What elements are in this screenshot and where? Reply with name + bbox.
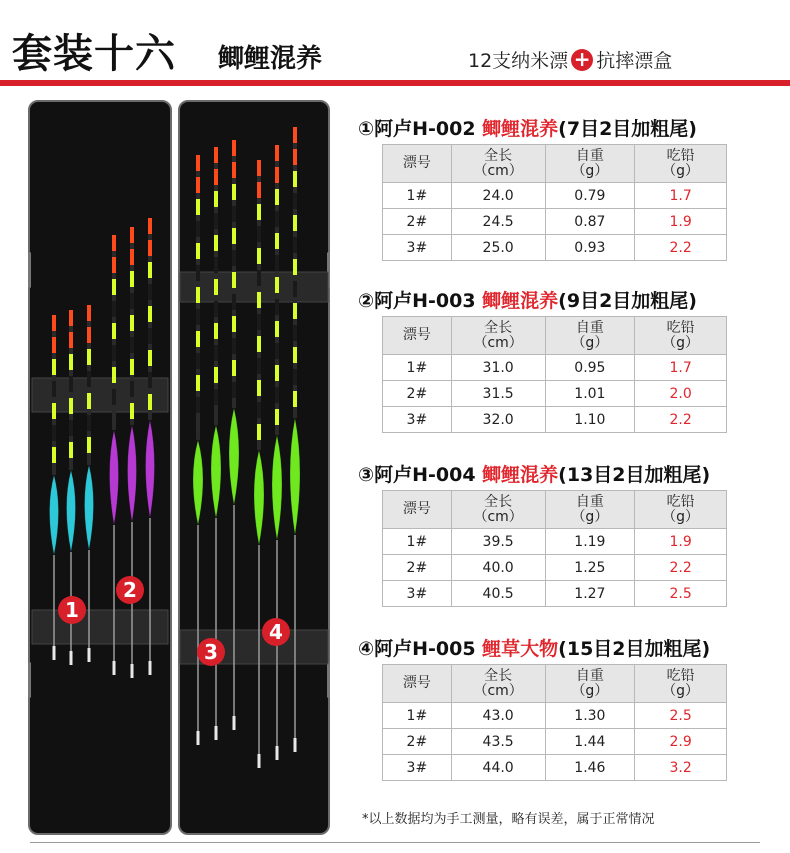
table-row: [383, 703, 727, 729]
float-antenna-band: [232, 294, 236, 310]
float-stem-tip: [149, 661, 152, 675]
float-antenna-band: [214, 367, 218, 383]
float-body: [193, 440, 203, 525]
cell-lead: 1.9: [635, 209, 727, 235]
float-antenna-band: [232, 162, 236, 178]
product-marker-number: 3: [204, 640, 218, 664]
float-antenna-band: [293, 347, 297, 363]
float-antenna-band: [293, 193, 297, 209]
float-antenna-band: [196, 353, 200, 369]
cell-length: 40.0: [451, 555, 545, 581]
float-antenna-band: [148, 394, 152, 410]
float-antenna-band: [257, 292, 261, 308]
header-float-no: 漂号: [383, 491, 452, 529]
cell-lead: 1.7: [635, 183, 727, 209]
float-antenna-band: [257, 314, 261, 330]
spec-table: [382, 144, 727, 261]
cell-float-no: 2#: [383, 729, 452, 755]
cell-float-no: 3#: [383, 407, 452, 433]
float-antenna-band: [214, 257, 218, 273]
float-antenna-band: [196, 177, 200, 193]
cell-weight: 1.19: [545, 529, 635, 555]
table-header-row: [383, 145, 727, 183]
float-antenna-band: [52, 315, 56, 331]
header-lead: 吃铅 （g）: [635, 491, 727, 529]
cell-length: 32.0: [451, 407, 545, 433]
float-body: [254, 450, 264, 545]
page-subtitle: 鲫鲤混养: [218, 44, 323, 74]
float-antenna-band: [130, 293, 134, 309]
cell-lead: 1.7: [635, 355, 727, 381]
float-stem-tip: [215, 726, 218, 740]
float-antenna-band: [214, 301, 218, 317]
float-antenna-band: [293, 369, 297, 385]
table-row: [383, 555, 727, 581]
float-antenna-band: [130, 271, 134, 287]
float-antenna-band: [87, 371, 91, 387]
float-antenna-band: [69, 332, 73, 348]
model-category: 鲤草大物: [482, 638, 559, 660]
cell-lead: 2.5: [635, 581, 727, 607]
float-antenna-band: [52, 403, 56, 419]
section-title: [358, 286, 758, 316]
cell-float-no: 3#: [383, 581, 452, 607]
header-float-no: 漂号: [383, 145, 452, 183]
float-antenna-band: [232, 140, 236, 156]
header-length: 全长 （cm）: [451, 145, 545, 183]
section-title: [358, 460, 758, 490]
model-name: ④阿卢H-005: [358, 638, 483, 660]
float-antenna-band: [257, 380, 261, 396]
float-antenna-band: [130, 381, 134, 397]
float-antenna-band: [112, 301, 116, 317]
table-header-row: [383, 317, 727, 355]
float-antenna-band: [232, 184, 236, 200]
cell-float-no: 3#: [383, 235, 452, 261]
cell-lead: 2.0: [635, 381, 727, 407]
product-photo: [28, 100, 330, 835]
float-antenna-band: [87, 349, 91, 365]
float-body: [211, 425, 221, 518]
cell-length: 24.0: [451, 183, 545, 209]
float-body: [67, 470, 76, 552]
header-lead: 吃铅 （g）: [635, 317, 727, 355]
float-antenna-band: [196, 265, 200, 281]
float-antenna-band: [112, 367, 116, 383]
page-title: 套装十六: [12, 31, 176, 77]
package-floats-label: 12支纳米漂: [468, 50, 569, 72]
cell-float-no: 1#: [383, 183, 452, 209]
float-antenna-band: [275, 167, 279, 183]
model-spec: (7目2目加粗尾): [558, 118, 697, 140]
cell-length: 43.0: [451, 703, 545, 729]
float-antenna-band: [148, 372, 152, 388]
float-antenna-band: [293, 237, 297, 253]
float-antenna-band: [275, 211, 279, 227]
cell-lead: 3.2: [635, 755, 727, 781]
float-antenna-band: [196, 331, 200, 347]
float-antenna-band: [112, 389, 116, 405]
float-antenna-band: [148, 350, 152, 366]
spec-section: [358, 114, 758, 261]
cell-weight: 1.01: [545, 381, 635, 407]
float-antenna-band: [130, 227, 134, 243]
product-marker-number: 4: [269, 620, 283, 644]
cell-weight: 0.95: [545, 355, 635, 381]
float-antenna-band: [232, 250, 236, 266]
package-box-label: 抗摔漂盒: [596, 50, 673, 72]
float-antenna-band: [293, 325, 297, 341]
float-antenna-band: [232, 316, 236, 332]
table-row: [383, 381, 727, 407]
float-antenna-band: [293, 259, 297, 275]
float-stem-tip: [88, 648, 91, 662]
table-header-row: [383, 491, 727, 529]
float-antenna-band: [148, 284, 152, 300]
table-row: [383, 235, 727, 261]
cell-weight: 0.87: [545, 209, 635, 235]
float-antenna-band: [69, 354, 73, 370]
section-title: [358, 634, 758, 664]
elastic-strap: [32, 610, 168, 644]
float-antenna-band: [293, 215, 297, 231]
spec-table: [382, 664, 727, 781]
package-contents: [468, 46, 672, 73]
float-stem-tip: [258, 754, 261, 768]
cell-weight: 0.79: [545, 183, 635, 209]
cell-length: 31.0: [451, 355, 545, 381]
float-antenna-band: [293, 303, 297, 319]
float-antenna-band: [257, 424, 261, 440]
cell-length: 24.5: [451, 209, 545, 235]
float-antenna-band: [130, 315, 134, 331]
float-antenna-band: [257, 182, 261, 198]
float-antenna-band: [275, 409, 279, 425]
header: [0, 0, 790, 80]
float-antenna-band: [148, 240, 152, 256]
float-antenna-band: [112, 323, 116, 339]
cell-weight: 1.25: [545, 555, 635, 581]
cell-float-no: 1#: [383, 355, 452, 381]
float-antenna-band: [52, 337, 56, 353]
table-header-row: [383, 665, 727, 703]
float-antenna-band: [148, 306, 152, 322]
float-antenna-band: [214, 389, 218, 405]
header-float-no: 漂号: [383, 665, 452, 703]
section-title: [358, 114, 758, 144]
float-antenna-band: [130, 403, 134, 419]
float-body: [50, 475, 59, 555]
cell-weight: 1.10: [545, 407, 635, 433]
model-category: 鲫鲤混养: [482, 118, 559, 140]
table-row: [383, 755, 727, 781]
table-row: [383, 529, 727, 555]
float-antenna-band: [87, 327, 91, 343]
cell-float-no: 1#: [383, 703, 452, 729]
float-antenna-band: [214, 191, 218, 207]
float-antenna-band: [112, 345, 116, 361]
float-antenna-band: [232, 228, 236, 244]
cell-length: 25.0: [451, 235, 545, 261]
header-weight: 自重 （g）: [545, 491, 635, 529]
float-antenna-band: [87, 393, 91, 409]
float-antenna-band: [87, 305, 91, 321]
float-body: [272, 435, 282, 540]
float-antenna-band: [69, 398, 73, 414]
cell-weight: 1.27: [545, 581, 635, 607]
float-antenna-band: [148, 328, 152, 344]
float-antenna-band: [257, 336, 261, 352]
float-antenna-band: [257, 402, 261, 418]
float-antenna-band: [196, 155, 200, 171]
floats-illustration: [28, 100, 330, 835]
float-stem-tip: [294, 738, 297, 752]
float-antenna-band: [196, 397, 200, 413]
table-row: [383, 407, 727, 433]
cell-float-no: 1#: [383, 529, 452, 555]
float-antenna-band: [275, 343, 279, 359]
cell-lead: 2.5: [635, 703, 727, 729]
table-row: [383, 183, 727, 209]
cell-lead: 1.9: [635, 529, 727, 555]
table-row: [383, 729, 727, 755]
float-antenna-band: [275, 277, 279, 293]
header-length: 全长 （cm）: [451, 491, 545, 529]
cell-float-no: 2#: [383, 381, 452, 407]
float-stem-tip: [276, 746, 279, 760]
float-antenna-band: [214, 345, 218, 361]
model-name: ②阿卢H-003: [358, 290, 483, 312]
elastic-strap: [180, 272, 328, 302]
float-antenna-band: [275, 365, 279, 381]
float-antenna-band: [214, 147, 218, 163]
spec-section: [358, 634, 758, 781]
float-antenna-band: [275, 299, 279, 315]
model-spec: (13目2目加粗尾): [558, 464, 711, 486]
footnote: *以上数据均为手工测量，略有误差，属于正常情况: [362, 812, 655, 827]
cell-lead: 2.9: [635, 729, 727, 755]
float-antenna-band: [112, 279, 116, 295]
float-antenna-band: [293, 391, 297, 407]
header-divider: [0, 80, 790, 86]
float-antenna-band: [275, 233, 279, 249]
float-antenna-band: [293, 281, 297, 297]
float-antenna-band: [196, 375, 200, 391]
cell-weight: 0.93: [545, 235, 635, 261]
table-row: [383, 209, 727, 235]
table-row: [383, 581, 727, 607]
float-antenna-band: [52, 447, 56, 463]
float-antenna-band: [257, 226, 261, 242]
float-antenna-band: [87, 437, 91, 453]
float-antenna-band: [148, 262, 152, 278]
cell-length: 40.5: [451, 581, 545, 607]
spec-section: [358, 286, 758, 433]
float-antenna-band: [196, 309, 200, 325]
header-weight: 自重 （g）: [545, 317, 635, 355]
cell-length: 39.5: [451, 529, 545, 555]
cell-float-no: 3#: [383, 755, 452, 781]
float-antenna-band: [148, 218, 152, 234]
cell-length: 43.5: [451, 729, 545, 755]
float-antenna-band: [275, 145, 279, 161]
float-antenna-band: [232, 206, 236, 222]
float-antenna-band: [293, 171, 297, 187]
cell-lead: 2.2: [635, 407, 727, 433]
header-float-no: 漂号: [383, 317, 452, 355]
float-antenna-band: [196, 243, 200, 259]
float-stem-tip: [197, 731, 200, 745]
float-stem-tip: [113, 661, 116, 675]
product-marker-number: 2: [123, 578, 137, 602]
product-marker-number: 1: [65, 598, 79, 622]
bottom-divider: [30, 842, 760, 843]
float-antenna-band: [69, 310, 73, 326]
header-length: 全长 （cm）: [451, 317, 545, 355]
cell-length: 31.5: [451, 381, 545, 407]
float-antenna-band: [52, 359, 56, 375]
float-antenna-band: [275, 321, 279, 337]
cell-lead: 2.2: [635, 235, 727, 261]
float-body: [110, 430, 119, 525]
float-stem-tip: [53, 646, 56, 660]
float-body: [128, 425, 137, 522]
float-antenna-band: [293, 149, 297, 165]
float-antenna-band: [257, 248, 261, 264]
float-body: [290, 418, 300, 535]
float-antenna-band: [130, 337, 134, 353]
float-antenna-band: [232, 272, 236, 288]
float-antenna-band: [293, 127, 297, 143]
header-weight: 自重 （g）: [545, 665, 635, 703]
float-body: [229, 408, 239, 505]
model-category: 鲫鲤混养: [482, 464, 559, 486]
header-weight: 自重 （g）: [545, 145, 635, 183]
float-antenna-band: [52, 381, 56, 397]
float-antenna-band: [69, 442, 73, 458]
float-antenna-band: [87, 415, 91, 431]
float-antenna-band: [232, 382, 236, 398]
header-lead: 吃铅 （g）: [635, 145, 727, 183]
float-antenna-band: [196, 221, 200, 237]
model-name: ③阿卢H-004: [358, 464, 483, 486]
float-antenna-band: [214, 235, 218, 251]
cell-weight: 1.46: [545, 755, 635, 781]
float-antenna-band: [214, 213, 218, 229]
cell-float-no: 2#: [383, 209, 452, 235]
model-category: 鲫鲤混养: [482, 290, 559, 312]
float-antenna-band: [130, 249, 134, 265]
float-body: [85, 465, 94, 550]
model-name: ①阿卢H-002: [358, 118, 483, 140]
table-row: [383, 355, 727, 381]
cell-weight: 1.44: [545, 729, 635, 755]
float-body: [146, 420, 155, 518]
header-lead: 吃铅 （g）: [635, 665, 727, 703]
float-antenna-band: [112, 257, 116, 273]
float-antenna-band: [196, 199, 200, 215]
model-spec: (9目2目加粗尾): [558, 290, 697, 312]
float-antenna-band: [275, 255, 279, 271]
cell-weight: 1.30: [545, 703, 635, 729]
float-antenna-band: [130, 359, 134, 375]
cell-length: 44.0: [451, 755, 545, 781]
float-stem-tip: [131, 664, 134, 678]
float-antenna-band: [275, 189, 279, 205]
float-stem-tip: [233, 716, 236, 730]
float-antenna-band: [257, 270, 261, 286]
float-antenna-band: [232, 338, 236, 354]
cell-lead: 2.2: [635, 555, 727, 581]
spec-table: [382, 490, 727, 607]
cell-float-no: 2#: [383, 555, 452, 581]
float-antenna-band: [257, 358, 261, 374]
spec-section: [358, 460, 758, 607]
float-antenna-band: [69, 420, 73, 436]
float-stem-tip: [70, 651, 73, 665]
float-antenna-band: [69, 376, 73, 392]
float-antenna-band: [214, 279, 218, 295]
float-antenna-band: [275, 387, 279, 403]
model-spec: (15目2目加粗尾): [558, 638, 711, 660]
float-antenna-band: [257, 160, 261, 176]
float-antenna-band: [52, 425, 56, 441]
header-length: 全长 （cm）: [451, 665, 545, 703]
float-antenna-band: [214, 323, 218, 339]
plus-icon: +: [571, 49, 593, 71]
float-antenna-band: [196, 287, 200, 303]
float-antenna-band: [112, 235, 116, 251]
float-antenna-band: [257, 204, 261, 220]
float-antenna-band: [232, 360, 236, 376]
spec-table: [382, 316, 727, 433]
float-antenna-band: [214, 169, 218, 185]
